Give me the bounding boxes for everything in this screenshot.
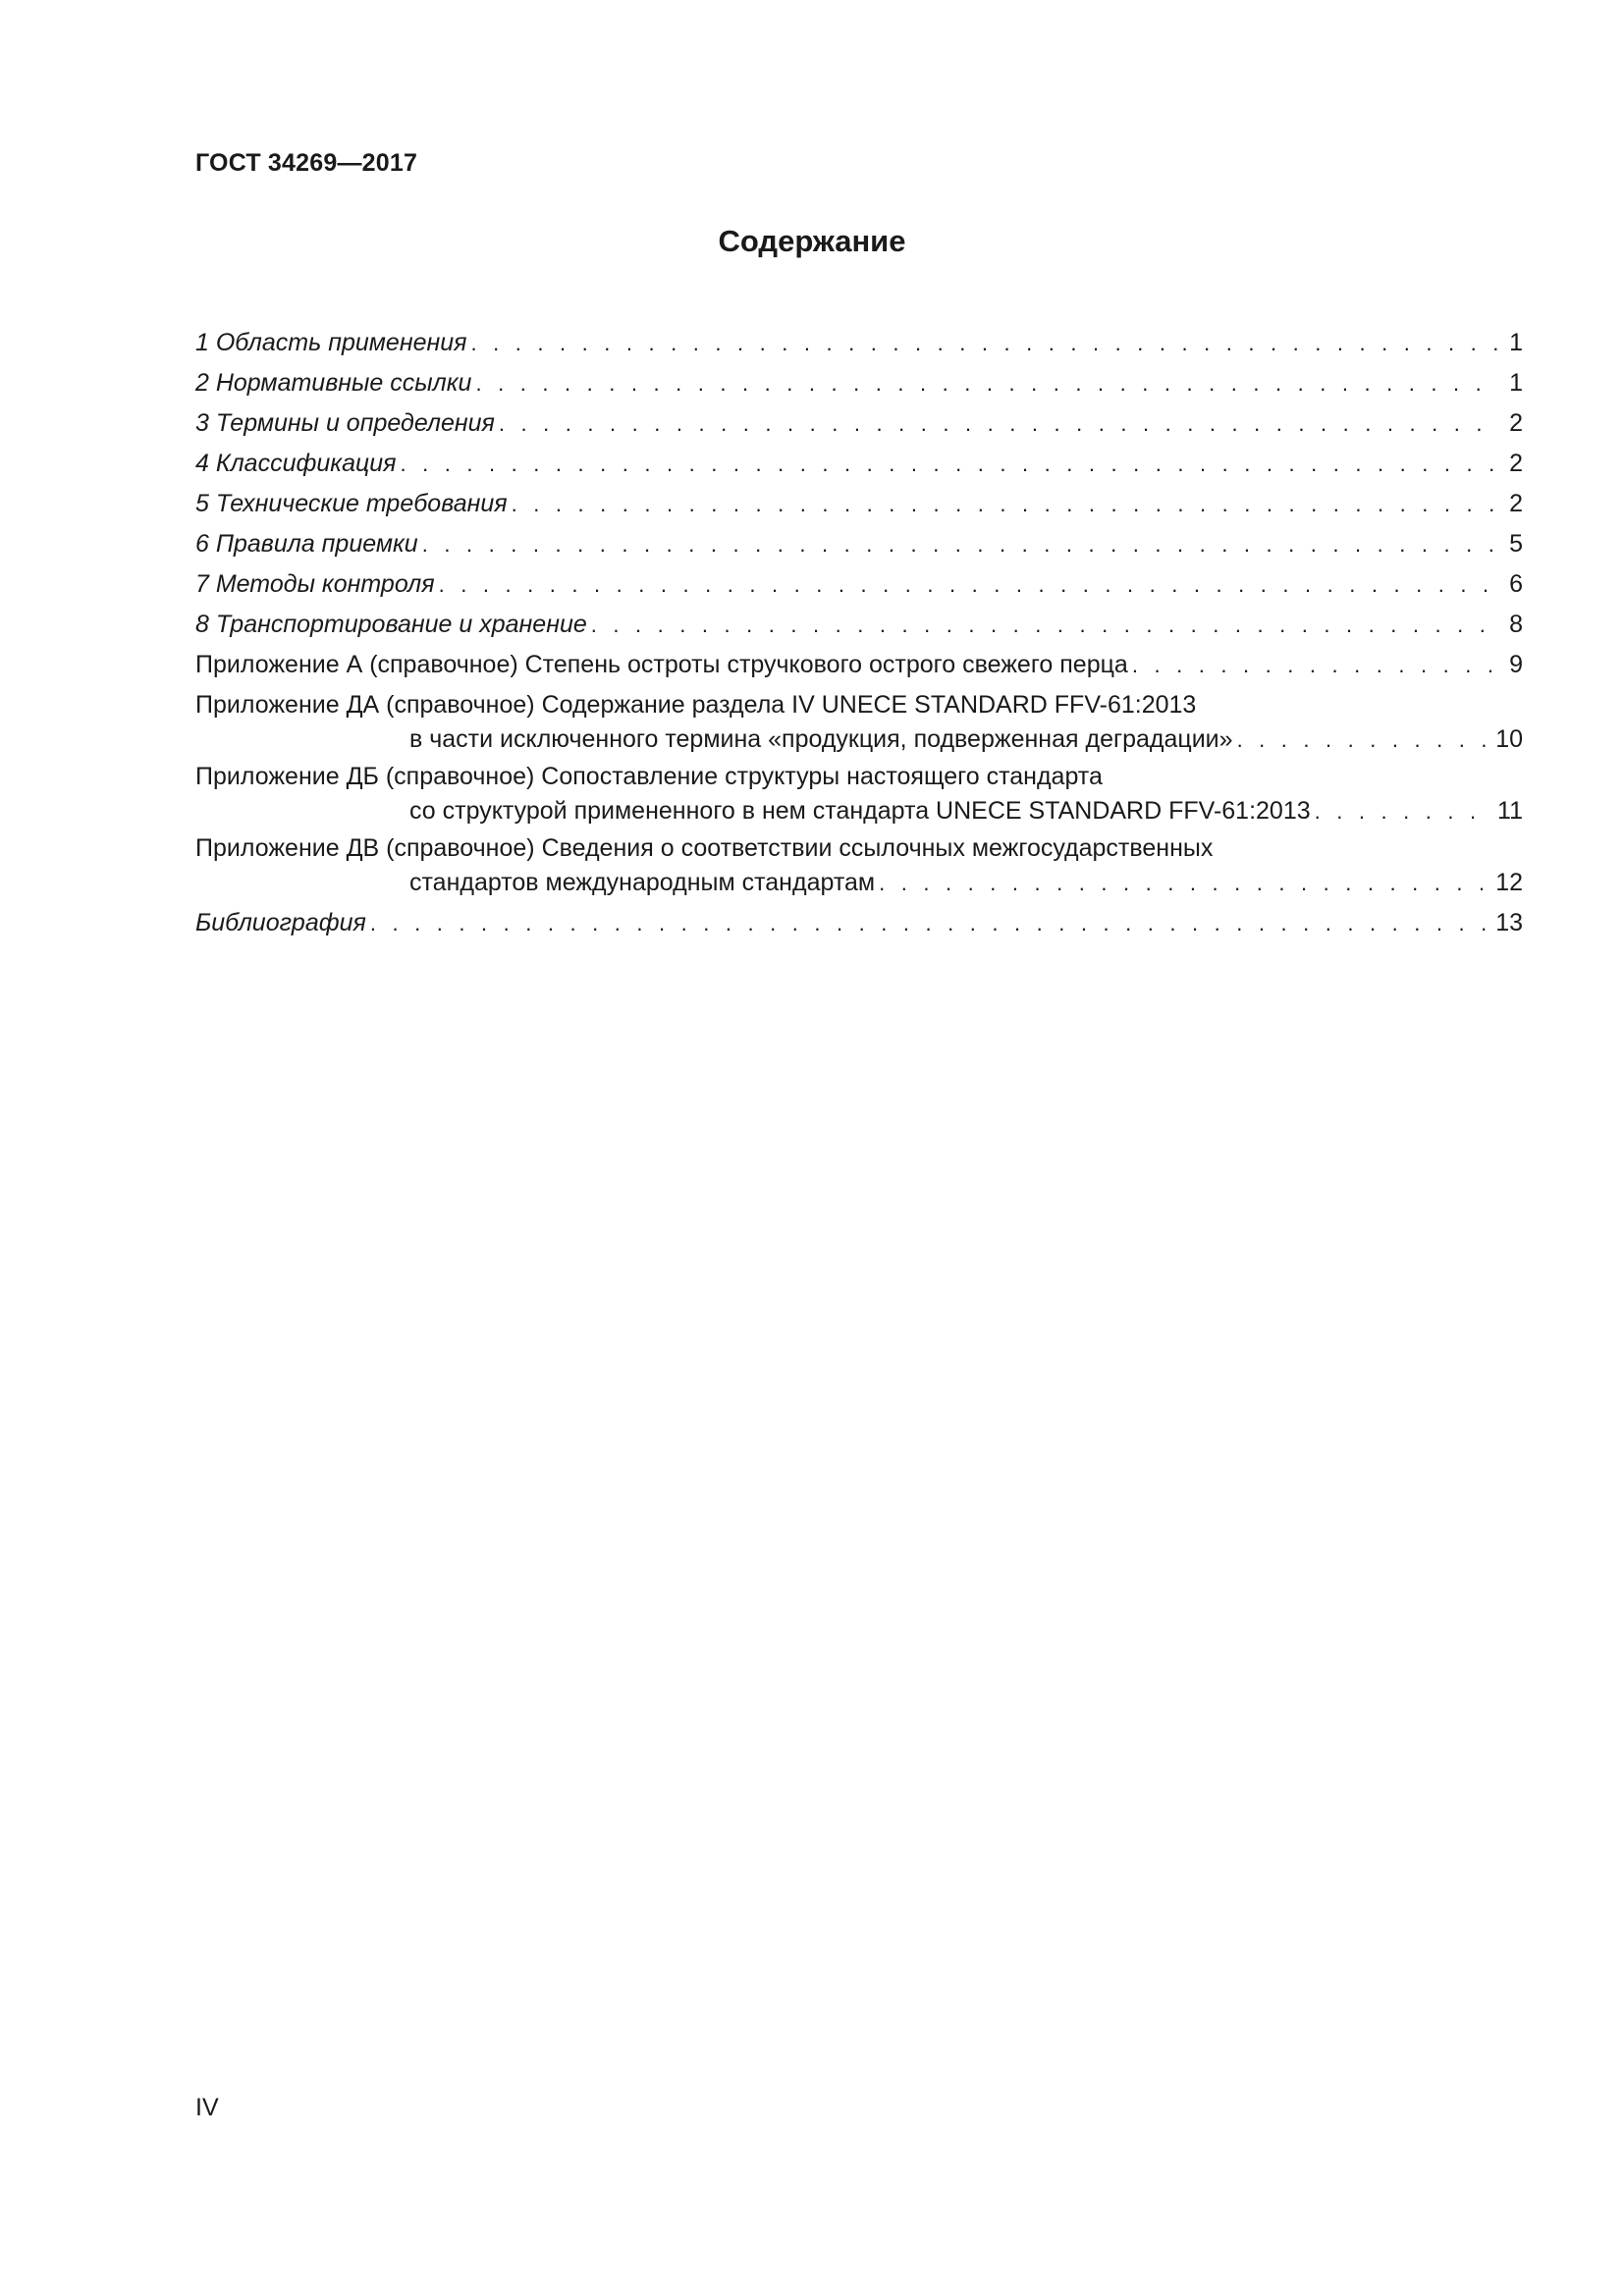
toc-entry-classification[interactable] <box>195 444 1523 484</box>
toc-entry-label: Приложение ДА (справочное) Содержание раздела IV UNECE STANDARD FFV-61:2013 <box>195 691 1197 719</box>
dot-leader <box>439 564 1499 605</box>
dot-leader <box>370 903 1491 943</box>
toc-entry-annex-db[interactable] <box>195 760 1523 828</box>
dot-leader <box>591 605 1499 645</box>
toc-page-number: 2 <box>1509 450 1523 477</box>
toc-entry-label: 5 Технические требования <box>195 490 508 517</box>
dot-leader <box>475 363 1499 403</box>
toc-entry-label-cont: стандартов международным стандартам <box>409 869 876 896</box>
dot-leader <box>1237 722 1492 757</box>
page-number-roman: IV <box>195 2094 219 2121</box>
toc-page-number: 10 <box>1495 725 1523 753</box>
toc-entry-control-methods[interactable] <box>195 564 1523 605</box>
dot-leader <box>401 444 1499 484</box>
toc-page-number: 13 <box>1495 909 1523 936</box>
dot-leader <box>1132 645 1499 685</box>
toc-entry-label: 1 Область применения <box>195 329 467 356</box>
toc-entry-label: 2 Нормативные ссылки <box>195 369 472 397</box>
dot-leader <box>1315 794 1493 828</box>
toc-page-number: 2 <box>1509 409 1523 437</box>
toc-entry-technical-requirements[interactable] <box>195 484 1523 524</box>
dot-leader <box>499 403 1499 444</box>
toc-entry-label: Приложение А (справочное) Степень остроты стручкового острого свежего перца <box>195 651 1128 678</box>
toc-page-number: 9 <box>1509 651 1523 678</box>
toc-page-number: 11 <box>1497 797 1523 825</box>
toc-entry-annex-dv[interactable] <box>195 831 1523 900</box>
toc-entry-annex-da[interactable] <box>195 688 1523 757</box>
toc-page-number: 1 <box>1509 329 1523 356</box>
toc-entry-label: Приложение ДБ (справочное) Сопоставление структуры настоящего стандарта <box>195 763 1103 790</box>
toc-entry-terms-definitions[interactable] <box>195 403 1523 444</box>
toc-entry-transport-storage[interactable] <box>195 605 1523 645</box>
toc-entry-label: 8 Транспортирование и хранение <box>195 611 587 638</box>
toc-page-number: 12 <box>1495 869 1523 896</box>
toc-entry-annex-a[interactable] <box>195 645 1523 685</box>
toc-entry-continuation <box>195 722 1523 757</box>
toc-entry-label-cont: со структурой примененного в нем стандарта UNECE STANDARD FFV-61:2013 <box>409 797 1311 825</box>
toc-entry-continuation <box>195 794 1523 828</box>
toc-page-number: 6 <box>1509 570 1523 598</box>
toc-page-number: 5 <box>1509 530 1523 558</box>
toc-entry-continuation <box>195 866 1523 900</box>
toc-entry-bibliography[interactable] <box>195 903 1523 943</box>
dot-leader <box>512 484 1499 524</box>
dot-leader <box>879 866 1491 900</box>
toc-entry-label: 4 Классификация <box>195 450 397 477</box>
page-title: Содержание <box>718 224 906 258</box>
toc-entry-scope[interactable] <box>195 323 1523 363</box>
toc-entry-label: Приложение ДВ (справочное) Сведения о соответствии ссылочных межгосударственных <box>195 834 1214 862</box>
table-of-contents <box>195 323 1523 943</box>
document-designation: ГОСТ 34269—2017 <box>195 149 418 177</box>
toc-entry-label: 3 Термины и определения <box>195 409 495 437</box>
toc-entry-normative-references[interactable] <box>195 363 1523 403</box>
toc-entry-acceptance-rules[interactable] <box>195 524 1523 564</box>
toc-entry-label: 6 Правила приемки <box>195 530 418 558</box>
toc-entry-label: 7 Методы контроля <box>195 570 435 598</box>
toc-page-number: 1 <box>1509 369 1523 397</box>
toc-page-number: 2 <box>1509 490 1523 517</box>
toc-entry-label: Библиография <box>195 909 366 936</box>
dot-leader <box>471 323 1499 363</box>
toc-entry-label-cont: в части исключенного термина «продукция, подверженная деградации» <box>409 725 1233 753</box>
toc-page-number: 8 <box>1509 611 1523 638</box>
dot-leader <box>422 524 1499 564</box>
